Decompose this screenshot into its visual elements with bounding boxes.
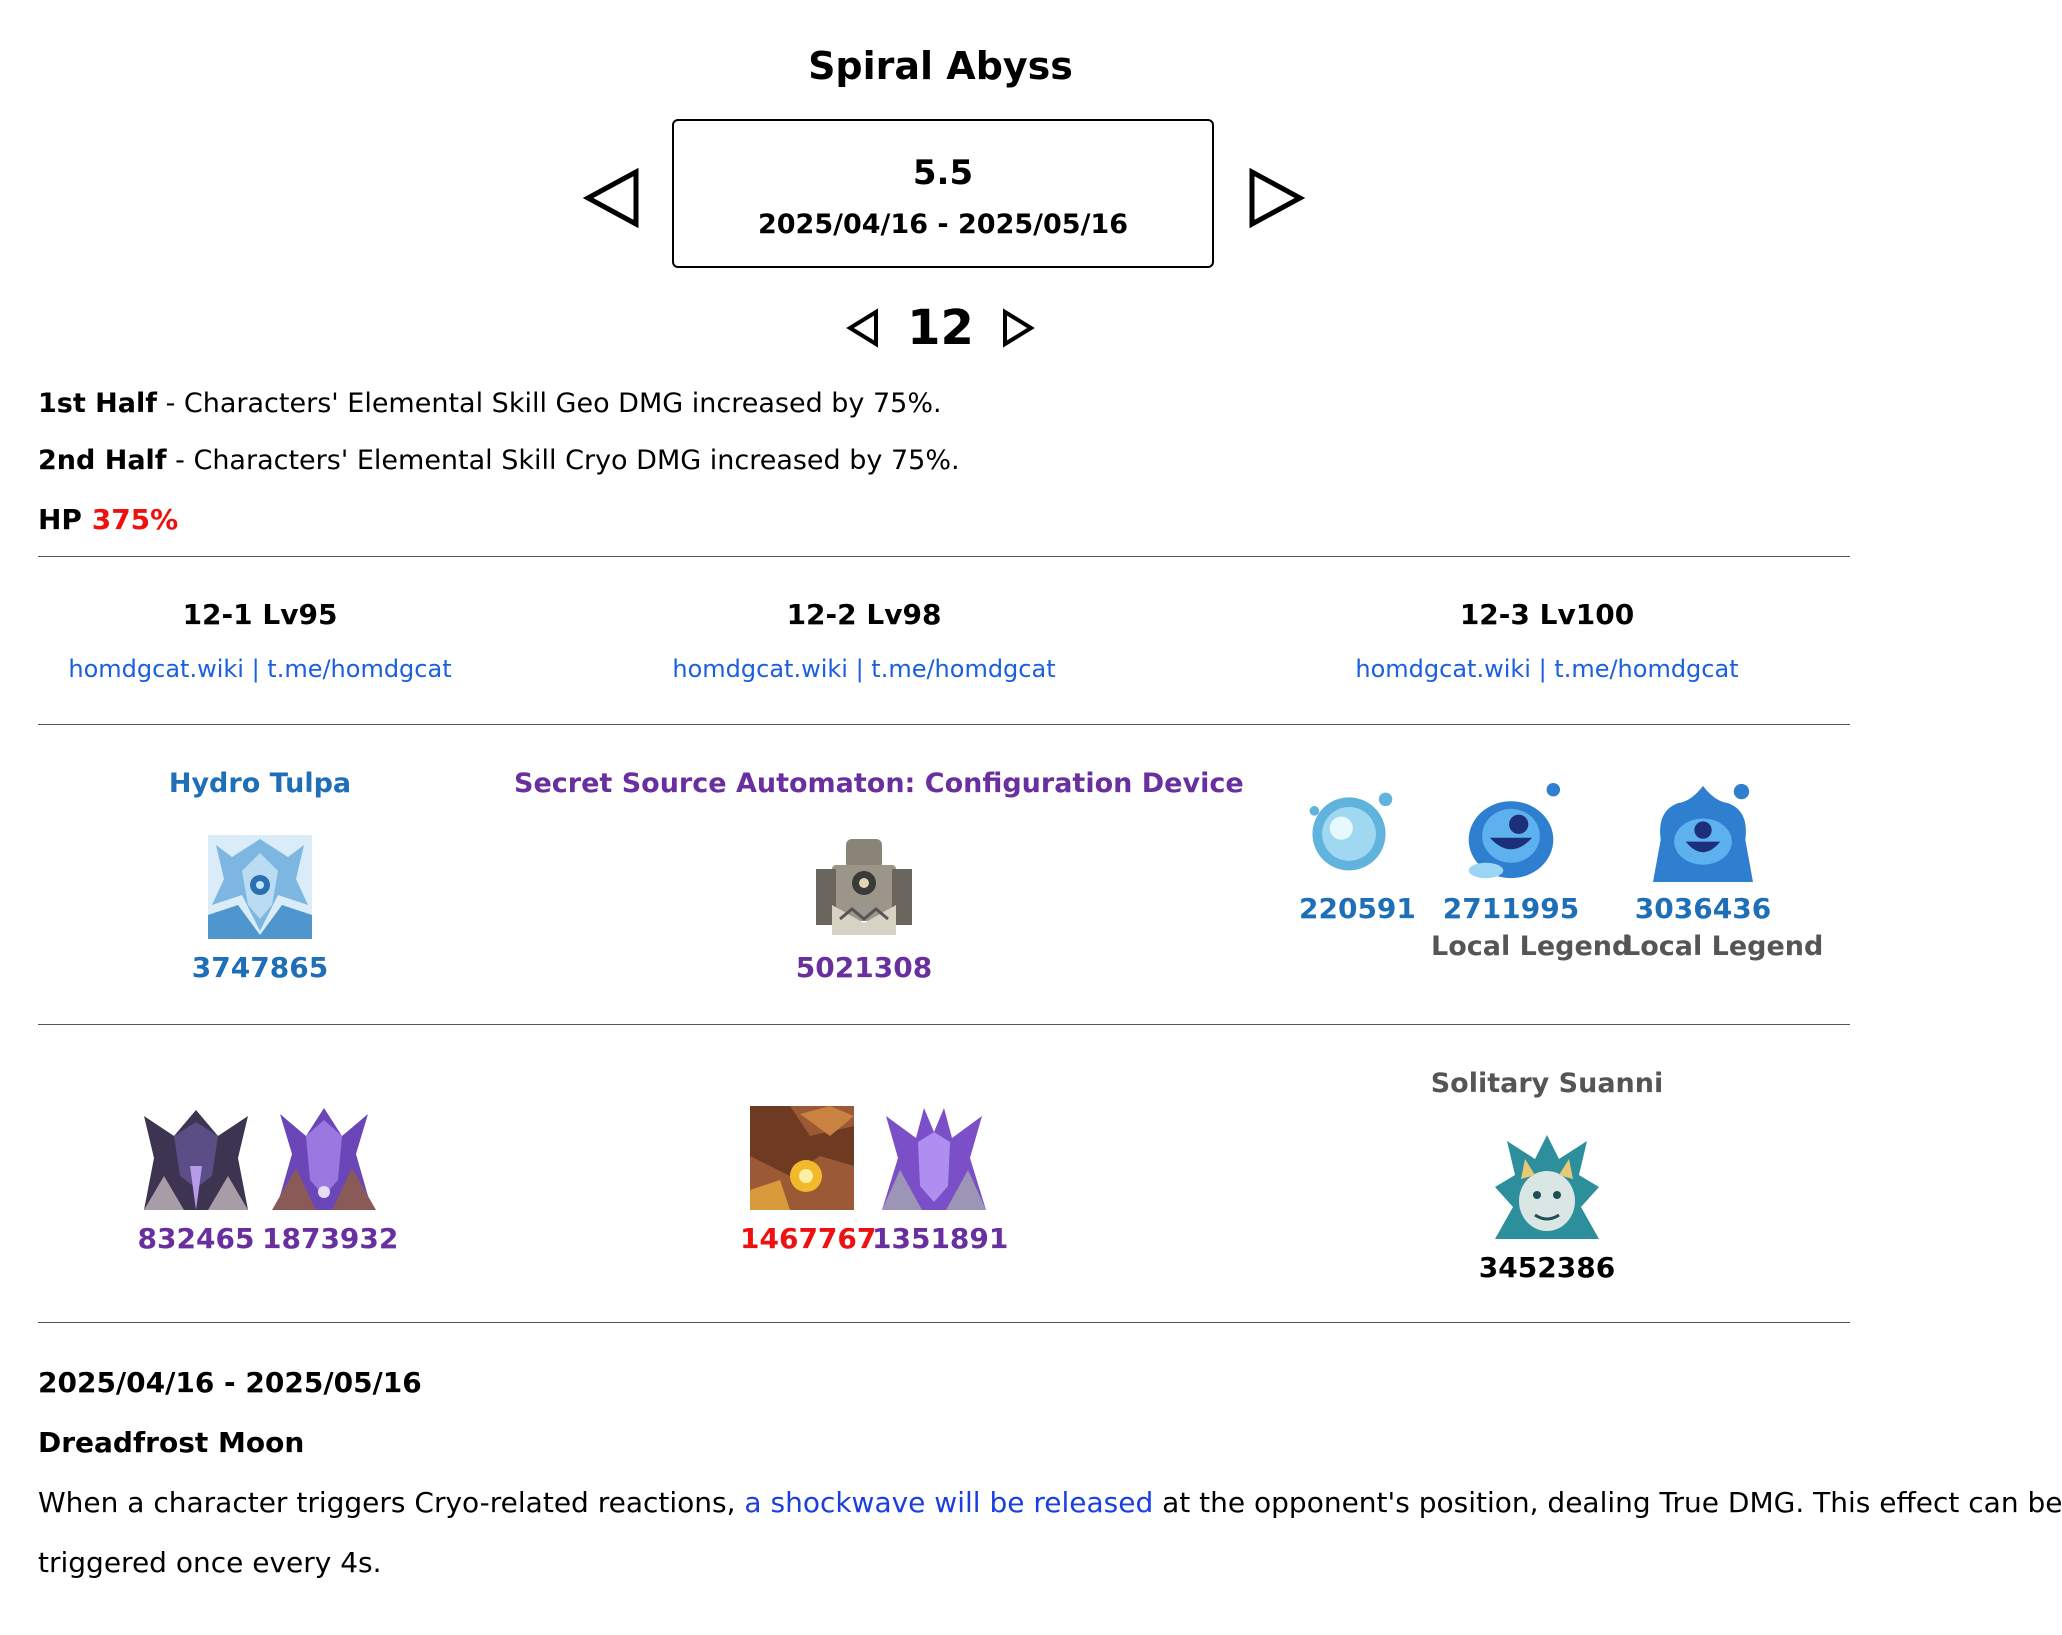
second-half-blessing [38, 445, 960, 476]
divider [38, 1322, 1850, 1323]
prev-floor-button[interactable] [846, 309, 880, 347]
hydro-tulpa-icon[interactable] [208, 835, 312, 939]
hydro-slime-legend-icon[interactable] [1459, 782, 1563, 882]
enemy-name[interactable]: Secret Source Automaton: Configuration Device [514, 768, 1244, 799]
enemy-card [1623, 782, 1824, 962]
first-half-blessing [38, 388, 942, 419]
version-number: 5.5 [912, 153, 974, 193]
chamber-1-header [60, 598, 460, 683]
hp-value: 375% [91, 503, 179, 536]
divider [38, 724, 1850, 725]
dark-dragon-icon[interactable] [144, 1106, 248, 1210]
second-half-label: 2nd Half [38, 445, 167, 476]
second-half-text: - Characters' Elemental Skill Cryo DMG increased by 75%. [166, 445, 960, 476]
next-floor-button[interactable] [1001, 309, 1035, 347]
violet-dragon-icon[interactable] [882, 1106, 986, 1210]
moon-name: Dreadfrost Moon [38, 1426, 305, 1459]
enemy-card [262, 1106, 399, 1255]
automaton-icon[interactable] [812, 835, 916, 939]
suanni-icon[interactable] [1495, 1135, 1599, 1239]
purple-dragon-icon[interactable] [272, 1106, 376, 1210]
first-half-chamber-2 [514, 768, 1244, 984]
chamber-link[interactable]: homdgcat.wiki | t.me/homdgcat [1355, 655, 1739, 683]
first-half-chamber-1 [110, 768, 410, 984]
chamber-title: 12-3 Lv100 [1459, 598, 1635, 631]
geo-beast-icon[interactable] [750, 1106, 854, 1210]
moon-text-before: When a character triggers Cryo-related reactions, [38, 1486, 745, 1519]
next-version-button[interactable] [1248, 168, 1304, 228]
enemy-hp: 2711995 [1442, 892, 1580, 925]
first-half-label: 1st Half [38, 388, 157, 419]
enemy-tag: Local Legend [1623, 931, 1824, 962]
divider [38, 1024, 1850, 1025]
enemy-hp: 1873932 [262, 1222, 399, 1255]
enemy-hp: 1467767 [740, 1222, 877, 1255]
moon-description [38, 1486, 2062, 1519]
enemy-hp: 1351891 [872, 1222, 1009, 1255]
floor-nav [0, 300, 1881, 356]
moon-description-line2: triggered once every 4s. [38, 1546, 382, 1579]
floor-number: 12 [907, 300, 974, 356]
enemy-name[interactable]: Solitary Suanni [1430, 1068, 1664, 1099]
enemy-tag: Local Legend [1431, 931, 1632, 962]
enemy-hp: 5021308 [795, 951, 933, 984]
enemy-card [1431, 782, 1632, 962]
page-title: Spiral Abyss [808, 44, 1073, 88]
prev-version-button[interactable] [584, 168, 640, 228]
moon-text-after: at the opponent's position, dealing True DMG. This effect can be [1153, 1486, 2062, 1519]
enemy-card [872, 1106, 1009, 1255]
enemy-hp: 3747865 [191, 951, 329, 984]
first-half-text: - Characters' Elemental Skill Geo DMG increased by 75%. [156, 388, 942, 419]
divider [38, 556, 1850, 557]
enemy-hp: 3452386 [1478, 1251, 1616, 1284]
hp-label: HP [38, 503, 82, 536]
enemy-card [740, 1106, 877, 1255]
moon-date-range: 2025/04/16 - 2025/05/16 [38, 1366, 422, 1399]
hydro-bubble-icon[interactable] [1299, 782, 1399, 882]
enemy-hp: 220591 [1299, 892, 1416, 925]
chamber-3-header [1347, 598, 1747, 683]
enemy-hp: 3036436 [1634, 892, 1772, 925]
second-half-chamber-3 [1397, 1068, 1697, 1284]
chamber-link[interactable]: homdgcat.wiki | t.me/homdgcat [68, 655, 452, 683]
enemy-card [1299, 782, 1416, 925]
hydro-specter-legend-icon[interactable] [1651, 782, 1755, 882]
chamber-link[interactable]: homdgcat.wiki | t.me/homdgcat [672, 655, 1056, 683]
chamber-2-header [664, 598, 1064, 683]
enemy-name[interactable]: Hydro Tulpa [168, 768, 352, 799]
version-date-range: 2025/04/16 - 2025/05/16 [757, 209, 1129, 240]
hp-multiplier [38, 503, 178, 536]
moon-effect-link[interactable]: a shockwave will be released [744, 1486, 1154, 1519]
enemy-hp: 832465 [137, 1222, 255, 1255]
chamber-title: 12-1 Lv95 [182, 598, 338, 631]
version-box [672, 119, 1214, 268]
chamber-title: 12-2 Lv98 [786, 598, 942, 631]
enemy-card [136, 1106, 256, 1255]
